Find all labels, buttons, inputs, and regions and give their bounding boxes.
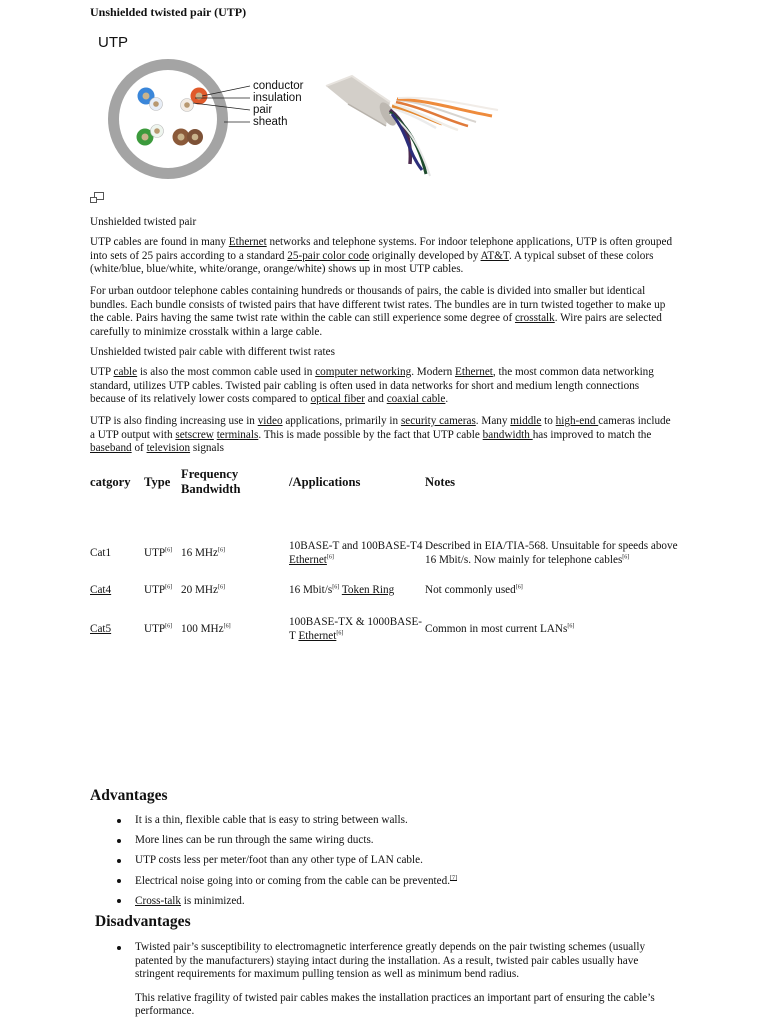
- cell-category: [90, 606, 144, 654]
- figure-label: UTP: [98, 34, 128, 51]
- link-computer-networking[interactable]: computer networking: [315, 366, 412, 378]
- header-category: catgory: [90, 474, 131, 489]
- cable-photo: [326, 76, 498, 176]
- utp-cable-figure: [90, 30, 510, 180]
- link-setscrew[interactable]: setscrew: [175, 428, 214, 441]
- link-ethernet-cat5[interactable]: Ethernet: [298, 630, 337, 642]
- cell-notes: Described in EIA/TIA-568. Unsuitable for speeds above 16 Mbit/s. Now mainly for telephone cables[6]: [425, 540, 678, 566]
- list-item: UTP costs less per meter/foot than any other type of LAN cable.: [90, 854, 674, 874]
- cell-applications: 10BASE-T and 100BASE-T4 Ethernet[6]: [289, 540, 423, 566]
- cell-bandwidth: 100 MHz[6]: [181, 623, 231, 636]
- cell-category: Cat1: [90, 547, 112, 560]
- cell-applications: 16 Mbit/s[6] Token Ring: [289, 584, 395, 597]
- table-row: [90, 532, 690, 576]
- cell-type: UTP[6]: [144, 584, 173, 597]
- page-title: Unshielded twisted pair (UTP): [90, 5, 247, 19]
- paragraph-video: UTP is also finding increasing use in video applications, primarily in security cameras. Many middle to high-end cameras include a UTP output with setscrew terminals. This is made possible by the fact that UTP cable bandwidth has improved to match the baseband of television signals: [90, 415, 671, 455]
- link-att[interactable]: AT&T: [480, 249, 509, 262]
- cable-category-table: [90, 462, 690, 654]
- callout-insulation: insulation: [253, 92, 302, 104]
- paragraph-ethernet: UTP cables are found in many Ethernet networks and telephone systems. For indoor telephone applications, UTP is often grouped into sets of 25 pairs according to a standard 25-pair color code originally developed by AT&T. A typical subset of these colors (white/blue, blue/white, white/orange, orange/white) shows up in most UTP cables.: [90, 236, 673, 276]
- link-high-end[interactable]: high-end: [555, 415, 599, 427]
- link-token-ring[interactable]: Token Ring: [341, 584, 395, 597]
- link-cross-talk[interactable]: Cross-talk: [135, 894, 181, 907]
- cell-notes: Common in most current LANs[6]: [425, 623, 575, 636]
- list-item: More lines can be run through the same wiring ducts.: [90, 834, 674, 854]
- cell-bandwidth: 16 MHz[6]: [181, 547, 225, 560]
- link-bandwidth[interactable]: bandwidth: [482, 428, 533, 441]
- advantages-heading: Advantages: [90, 787, 168, 804]
- table-row: [90, 606, 690, 654]
- link-cat4[interactable]: Cat4: [90, 584, 112, 597]
- link-ethernet-2[interactable]: Ethernet: [455, 366, 493, 378]
- list-item: Cross-talk is minimized.: [90, 895, 674, 915]
- link-ethernet[interactable]: Ethernet: [228, 236, 267, 248]
- cell-bandwidth: 20 MHz[6]: [181, 584, 225, 597]
- link-baseband[interactable]: baseband: [90, 442, 132, 455]
- link-crosstalk[interactable]: crosstalk: [514, 312, 555, 325]
- disadvantages-list: [90, 941, 674, 1019]
- paragraph-twist-rates: Unshielded twisted pair cable with different twist rates: [90, 346, 335, 358]
- header-notes: Notes: [425, 474, 456, 489]
- table-row: [90, 576, 690, 606]
- citation-7[interactable]: [7]: [450, 874, 457, 881]
- header-type: Type: [144, 474, 171, 489]
- figure-caption: Unshielded twisted pair: [90, 216, 197, 228]
- paragraph-networking: UTP cable is also the most common cable used in computer networking. Modern Ethernet, the most common data networking standard, utilizes UTP cables. Twisted pair cabling is often used in data networks for short and medium length connections because of its relatively lower costs compared to optical fiber and coaxial cable.: [90, 366, 654, 406]
- advantages-list: [90, 814, 674, 915]
- enlarge-icon[interactable]: [90, 192, 104, 204]
- disadvantages-heading: Disadvantages: [95, 913, 191, 930]
- table-header-row: [90, 462, 690, 502]
- link-optical-fiber[interactable]: optical fiber: [310, 393, 365, 406]
- cell-type: UTP[6]: [144, 547, 173, 560]
- link-terminals[interactable]: terminals: [216, 428, 259, 441]
- link-cable[interactable]: cable: [113, 366, 138, 378]
- callout-conductor: conductor: [253, 80, 304, 92]
- cell-notes: Not commonly used[6]: [425, 584, 523, 597]
- header-applications: /Applications: [289, 474, 361, 489]
- callout-pair: pair: [253, 104, 273, 116]
- cell-category: [90, 576, 144, 606]
- utp-diagram-image: [90, 30, 510, 180]
- link-25-pair-color-code[interactable]: 25-pair color code: [287, 249, 370, 262]
- list-item: It is a thin, flexible cable that is easy to string between walls.: [90, 814, 674, 834]
- link-television[interactable]: television: [146, 442, 191, 455]
- link-ethernet-cat1[interactable]: Ethernet: [289, 554, 327, 566]
- link-video[interactable]: video: [257, 415, 283, 427]
- list-item: Twisted pair’s susceptibility to electromagnetic interference greatly depends on the pair twisting schemes (usually patented by the manufacturers) staying intact during the installation. As a result, twisted pair cables usually have stringent requirements for maximum pulling tension as well as minimum bend radius. This relative fragility of twisted pair cables makes the installation practices an important part of ensuring the cable’s performance.: [90, 941, 674, 1019]
- header-bandwidth: Frequency Bandwidth: [181, 467, 241, 496]
- link-security-cameras[interactable]: security cameras: [400, 415, 476, 427]
- link-middle[interactable]: middle: [510, 415, 542, 427]
- link-cat5[interactable]: Cat5: [90, 623, 112, 636]
- link-coaxial-cable[interactable]: coaxial cable: [386, 393, 446, 406]
- callout-sheath: sheath: [253, 116, 288, 128]
- cell-type: UTP[6]: [144, 623, 173, 636]
- paragraph-outdoor-cables: For urban outdoor telephone cables containing hundreds or thousands of pairs, the cable is divided into smaller but identical bundles. Each bundle consists of twisted pairs that have different twist rates. The bundles are in turn twisted together to make up the cable. Pairs having the same twist rate within the cable can still experience some degree of crosstalk. Wire pairs are selected carefully to minimize crosstalk within a large cable.: [90, 285, 666, 338]
- list-item: Electrical noise going into or coming from the cable can be prevented.[7]: [90, 875, 674, 895]
- cell-applications: 100BASE-TX & 1000BASE-T Ethernet[6]: [289, 616, 423, 642]
